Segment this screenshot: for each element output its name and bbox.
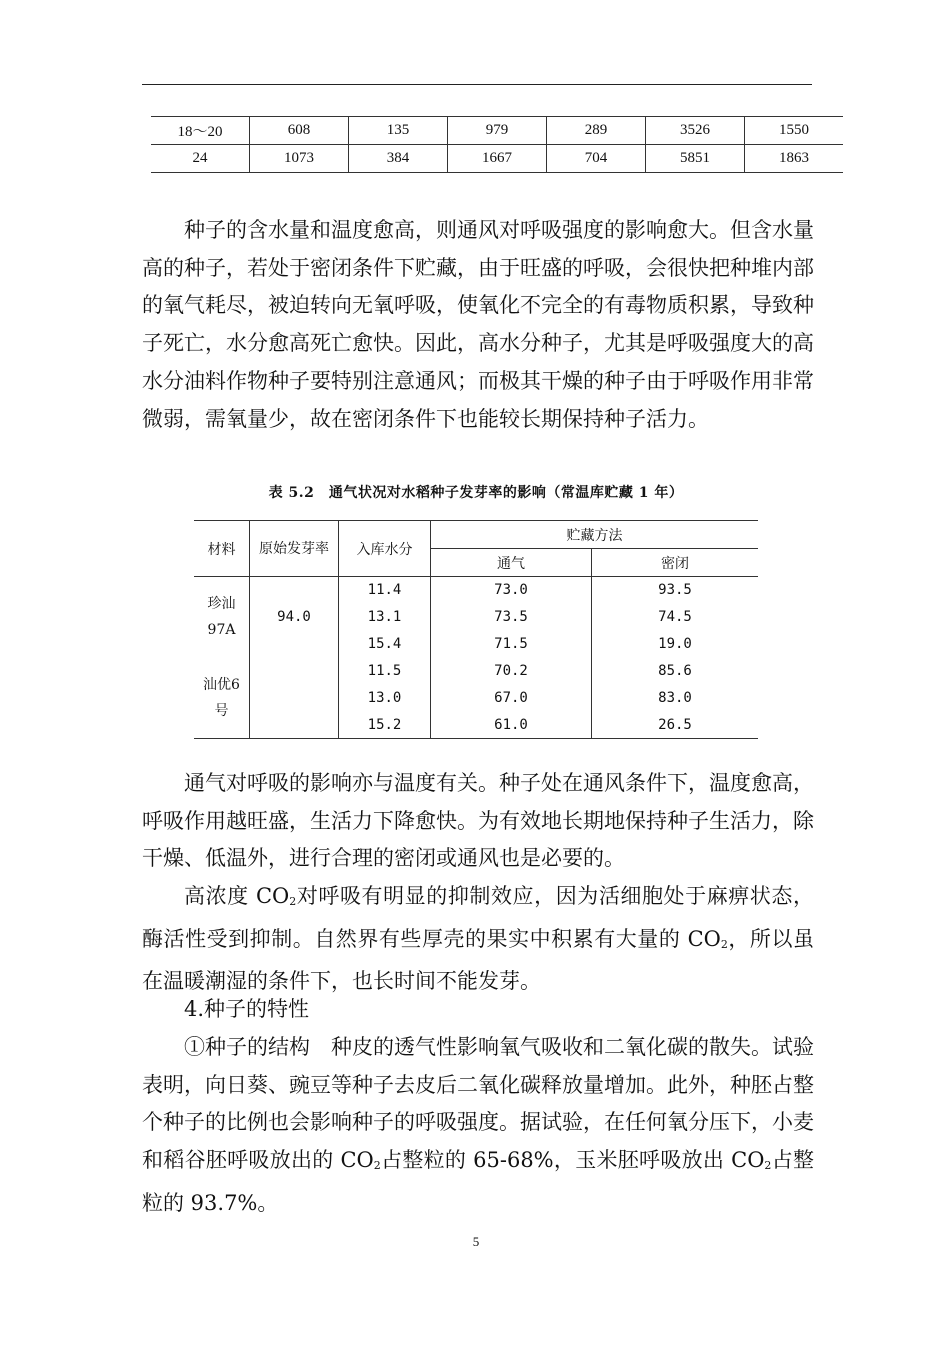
table-cell: 15.4: [339, 631, 431, 658]
text-span: 占整粒的 93.7%。: [142, 1148, 814, 1215]
table-cell: 15.2: [339, 712, 431, 739]
table-cell: 73.0: [431, 577, 592, 604]
table-cell: 289: [547, 117, 646, 145]
header-original-germination: 原始发芽率: [250, 521, 339, 577]
text-span: 高浓度 CO: [184, 884, 290, 908]
subscript: 2: [764, 1159, 772, 1173]
material-cell: 汕优6号: [194, 658, 250, 739]
table-cell: 26.5: [592, 712, 759, 739]
table-cell: 608: [250, 117, 349, 145]
text-span: ，所以虽在温暖潮湿的条件下，也长时间不能发芽。: [142, 926, 814, 994]
table-cell: 83.0: [658, 690, 692, 706]
table-cell: 3526: [646, 117, 745, 145]
original-germination-cell: 94.0: [250, 577, 339, 658]
table-cell: 704: [547, 145, 646, 173]
page-number: 5: [472, 1234, 480, 1249]
table-row: [151, 117, 843, 145]
table-cell: 1863: [745, 145, 844, 173]
table-cell: 19.0: [658, 636, 692, 652]
table-cell: 61.0: [431, 712, 592, 739]
table-cell: 24: [151, 145, 250, 173]
table-row: [151, 145, 843, 173]
table-cell: 18～20: [151, 117, 250, 145]
original-germination-cell: [250, 658, 339, 739]
text-span: 占整粒的 65-68%，玉米胚呼吸放出 CO: [380, 1148, 765, 1173]
table-cell: 11.5: [339, 658, 431, 685]
table-cell: 73.5: [431, 604, 592, 631]
subscript: 2: [289, 895, 297, 908]
table-row: [194, 577, 758, 604]
table-caption: 表 5.2 通气状况对水稻种子发芽率的影响（常温库贮藏 1 年）: [268, 485, 684, 501]
table-cell: 1667: [448, 145, 547, 173]
text-span: 对呼吸有明显的抑制效应，因为活细胞处于麻痹状态，酶活性受到抑制。自然界有些厚壳的果实中积累有大量的 CO: [142, 884, 814, 951]
table-cell: 13.0: [339, 685, 431, 712]
table-cell: 71.5: [431, 631, 592, 658]
table-row: [194, 658, 758, 685]
text-span: ①种子的结构 种皮的透气性影响氧气吸收和二氧化碳的散失。试验表明，向日葵、豌豆等种子去皮后二氧化碳释放量增加。此外，种胚占整个种子的比例也会影响种子的呼吸强度。据试验，在任何氧分压下，小麦和稻谷胚呼吸放出的 CO: [142, 1035, 814, 1173]
paragraph-seed-structure: [142, 1029, 814, 1223]
table-5-2: [194, 520, 758, 739]
table-cell: 11.4: [339, 577, 431, 604]
continuation-table: [151, 116, 843, 173]
subscript: 2: [373, 1159, 381, 1173]
paragraph-temperature: 通气对呼吸的影响亦与温度有关。种子处在通风条件下，温度愈高，呼吸作用越旺盛，生活力下降愈快。为有效地长期地保持种子生活力，除干燥、低温外，进行合理的密闭或通风也是必要的。: [142, 771, 814, 871]
material-cell: 珍汕97A: [194, 577, 250, 658]
header-ventilated: 通气: [431, 549, 592, 577]
table-cell: 384: [349, 145, 448, 173]
table-cell: 93.5: [658, 582, 692, 599]
table-cell: 135: [349, 117, 448, 145]
table-cell: 70.2: [431, 658, 592, 685]
header-material: 材料: [194, 521, 250, 577]
section-heading: 4.种子的特性: [184, 997, 310, 1021]
subscript: 2: [720, 937, 728, 951]
table-cell: 1073: [250, 145, 349, 173]
paragraph-co2: [142, 878, 814, 1001]
header-water-content: 入库水分: [339, 521, 431, 577]
table-cell: 5851: [646, 145, 745, 173]
header-rule: [142, 84, 812, 85]
table-cell: 979: [448, 117, 547, 145]
table-cell: 1550: [745, 117, 844, 145]
paragraph-ventilation: 种子的含水量和温度愈高，则通风对呼吸强度的影响愈大。但含水量高的种子，若处于密闭条件下贮藏，由于旺盛的呼吸，会很快把种堆内部的氧气耗尽，被迫转向无氧呼吸，使氧化不完全的有毒物质积累，导致种子死亡，水分愈高死亡愈快。因此，高水分种子，尤其是呼吸强度大的高水分油料作物种子要特别注意通风；而极其干燥的种子由于呼吸作用非常微弱，需氧量少，故在密闭条件下也能较长期保持种子活力。: [142, 218, 814, 431]
header-sealed: 密闭: [592, 549, 759, 577]
table-cell: 13.1: [339, 604, 431, 631]
table-cell: 67.0: [431, 685, 592, 712]
table-cell: 85.6: [658, 663, 692, 679]
table-cell: 74.5: [658, 609, 692, 625]
header-storage-method: 贮藏方法: [431, 521, 759, 549]
